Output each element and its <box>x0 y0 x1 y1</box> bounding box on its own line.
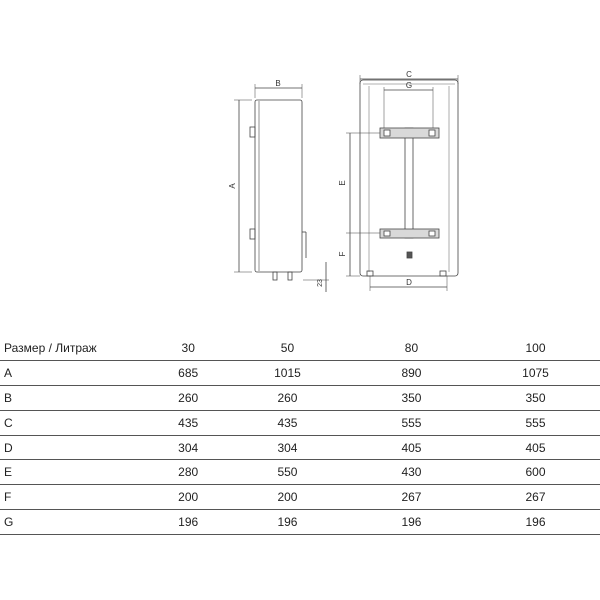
table-cell: 890 <box>352 360 471 385</box>
table-cell: 350 <box>352 385 471 410</box>
table-row <box>0 410 600 435</box>
table-cell: 350 <box>471 385 600 410</box>
front-view-foot-right <box>440 271 446 276</box>
front-view <box>346 75 458 291</box>
front-view-label-g: G <box>405 81 413 90</box>
side-view-label-23: 23 <box>317 279 324 287</box>
front-view-outlet <box>407 252 412 258</box>
table-row <box>0 360 600 385</box>
front-view-label-e: E <box>338 180 347 186</box>
table-cell: 196 <box>153 510 223 535</box>
table-header-cell: 80 <box>352 336 471 360</box>
table-cell: 200 <box>223 485 352 510</box>
table-header-label: Размер / Литраж <box>0 336 153 360</box>
table-cell: 685 <box>153 360 223 385</box>
side-view-hook-top <box>250 127 255 137</box>
table-cell: 555 <box>471 410 600 435</box>
table-row-label: F <box>0 485 153 510</box>
table-cell: 405 <box>471 435 600 460</box>
table-cell: 200 <box>153 485 223 510</box>
front-view-body <box>360 80 458 276</box>
front-view-label-f: F <box>338 251 347 257</box>
front-view-foot-left <box>367 271 373 276</box>
table-row-label: G <box>0 510 153 535</box>
table-row <box>0 435 600 460</box>
table-header-cell: 100 <box>471 336 600 360</box>
front-view-label-d: D <box>406 278 412 287</box>
side-view-body <box>255 100 302 272</box>
table-cell: 196 <box>352 510 471 535</box>
table-header-row <box>0 336 600 360</box>
table-row <box>0 510 600 535</box>
table-row <box>0 485 600 510</box>
side-view-label-b: B <box>275 79 281 88</box>
table-row-label: E <box>0 460 153 485</box>
table-cell: 267 <box>352 485 471 510</box>
table-row-label: B <box>0 385 153 410</box>
table-header-cell: 30 <box>153 336 223 360</box>
side-view-hook-bottom <box>250 229 255 239</box>
table-row-label: C <box>0 410 153 435</box>
table-row-label: D <box>0 435 153 460</box>
table-cell: 550 <box>223 460 352 485</box>
table-cell: 405 <box>352 435 471 460</box>
table-cell: 555 <box>352 410 471 435</box>
front-view-label-c: C <box>406 70 412 79</box>
side-view-pipe-1 <box>273 272 277 280</box>
table-cell: 1015 <box>223 360 352 385</box>
table-row-label: A <box>0 360 153 385</box>
spec-table <box>0 336 600 535</box>
table-cell: 260 <box>223 385 352 410</box>
side-view-label-a: A <box>228 183 237 189</box>
table-cell: 435 <box>223 410 352 435</box>
front-view-rail <box>405 128 413 238</box>
side-view-pipe-2 <box>288 272 292 280</box>
table-cell: 196 <box>223 510 352 535</box>
table-header-cell: 50 <box>223 336 352 360</box>
table-cell: 267 <box>471 485 600 510</box>
table-cell: 430 <box>352 460 471 485</box>
table-cell: 260 <box>153 385 223 410</box>
table-cell: 600 <box>471 460 600 485</box>
side-view <box>234 84 329 292</box>
table-cell: 304 <box>223 435 352 460</box>
table-row <box>0 385 600 410</box>
table-cell: 1075 <box>471 360 600 385</box>
table-cell: 435 <box>153 410 223 435</box>
table-cell: 280 <box>153 460 223 485</box>
table-cell: 304 <box>153 435 223 460</box>
table-row <box>0 460 600 485</box>
table-cell: 196 <box>471 510 600 535</box>
